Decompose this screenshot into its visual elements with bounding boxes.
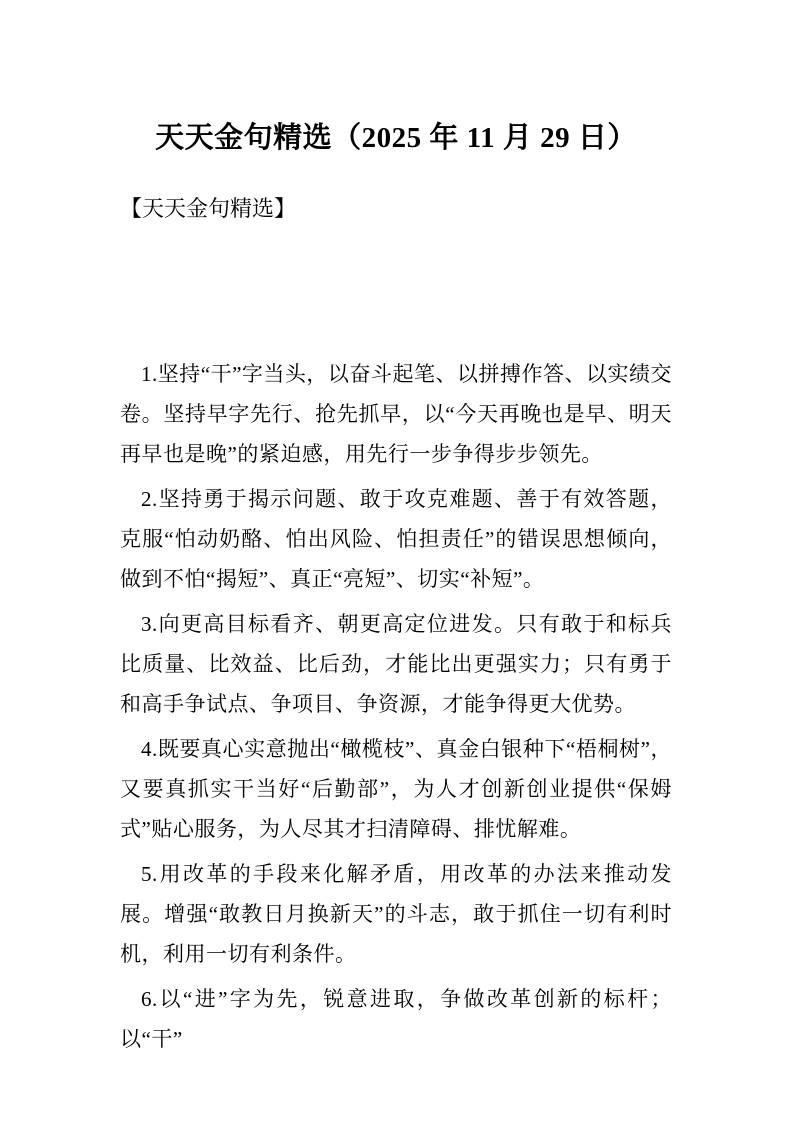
body-paragraph-1: 1.坚持“干”字当头，以奋斗起笔、以拼搏作答、以实绩交卷。坚持早字先行、抢先抓早，以“今天再晚也是早、明天再早也是晚”的紧迫感，用先行一步争得步步领先。	[120, 362, 672, 466]
body-paragraph-2: 2.坚持勇于揭示问题、敢于攻克难题、善于有效答题，克服“怕动奶酪、怕出风险、怕担责任”的错误思想倾向，做到不怕“揭短”、真正“亮短”、切实“补短”。	[120, 487, 672, 591]
document-title: 天天金句精选（2025 年 11 月 29 日）	[155, 122, 637, 154]
body-paragraph-4: 4.既要真心实意抛出“橄榄枝”、真金白银种下“梧桐树”，又要真抓实干当好“后勤部”，为人才创新创业提供“保姆式”贴心服务，为人尽其才扫清障碍、排忧解难。	[120, 737, 672, 841]
body-paragraph-6: 6.以“进”字为先，锐意进取，争做改革创新的标杆；以“干”	[120, 987, 672, 1051]
document-body	[120, 354, 672, 1059]
body-paragraph-3: 3.向更高目标看齐、朝更高定位进发。只有敢于和标兵比质量、比效益、比后劲，才能比出更强实力；只有勇于和高手争试点、争项目、争资源，才能争得更大优势。	[120, 612, 672, 716]
body-paragraph-5: 5.用改革的手段来化解矛盾，用改革的办法来推动发展。增强“敢教日月换新天”的斗志，敢于抓住一切有利时机，利用一切有利条件。	[120, 862, 672, 966]
document-subtitle: 【天天金句精选】	[120, 196, 297, 221]
